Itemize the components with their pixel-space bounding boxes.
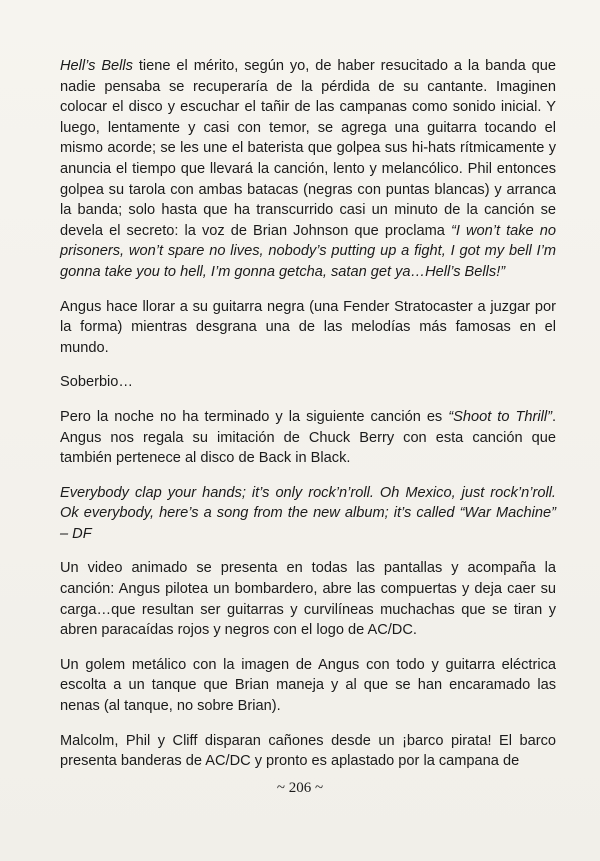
italic-text: Hell’s Bells [60,58,133,74]
paragraph [60,372,556,393]
text-run: Angus hace llorar a su guitarra negra (una Fender Stratocaster a juzgar por la forma) mientras desgrana una de las melodías más famosas en el mundo. [60,298,556,356]
text-run: . Angus nos regala su imitación de Chuck Berry con esta canción que también pertenece al disco de Back in Black. [60,408,556,467]
paragraph [60,297,556,359]
paragraph [60,56,556,283]
italic-text: “Shoot to Thrill” [448,408,552,425]
text-run: Soberbio… [60,374,134,391]
italic-text: “I won’t take no prisoners, won’t spare no lives, nobody’s putting up a fight, I got my bell I’m gonna take you to hell, I’m gonna getcha, satan get ya…Hell’s Bells!” [60,222,556,280]
paragraph [60,483,556,545]
text-run: Un video animado se presenta en todas las pantallas y acompaña la canción: Angus pilotea un bombardero, abre las compuertas y deja caer su carga…que resultan ser guitarras y curvilíneas muchachas que se tiran y abren paracaídas rojos y negros con el logo de AC/DC. [60,560,556,639]
page-number: ~ 206 ~ [276,780,324,796]
text-run: Pero la noche no ha terminado y la siguiente canción es [60,408,449,425]
text-run: Un golem metálico con la imagen de Angus con todo y guitarra eléctrica escolta a un tanque que Brian maneja y al que se han encaramado las nenas (al tanque, no sobre Brian). [60,656,556,715]
paragraph [60,655,556,717]
text-run: Malcolm, Phil y Cliff disparan cañones desde un ¡barco pirata! El barco presenta banderas de AC/DC y pronto es aplastado por la campana de [60,732,556,770]
italic-text: Everybody clap your hands; it’s only rock’n’roll. Oh Mexico, just rock’n’roll. Ok everybody, here’s a song from the new album; it’s called “War Machine” – DF [60,484,556,542]
paragraph [60,731,556,772]
text-run: tiene el mérito, según yo, de haber resucitado a la banda que nadie pensaba se recuperaría de la pérdida de su cantante. Imaginen colocar el disco y escuchar el tañir de las campanas como sonido inicial. Y luego, lentamente y casi con temor, se agrega una guitarra tocando el mismo acorde; se les une el baterista que golpea sus hi-hats rítmicamente y anuncia el tiempo que llevará la canción, lento y melancólico. Phil entonces golpea su tarola con ambas batacas (negras con puntas blancas) y arranca la banda; solo hasta que ha transcurrido casi un minuto de la canción se devela el secreto: la voz de Brian Johnson que proclama [60,58,556,239]
body-text [60,56,556,786]
paragraph [60,558,556,640]
paragraph [60,407,556,469]
